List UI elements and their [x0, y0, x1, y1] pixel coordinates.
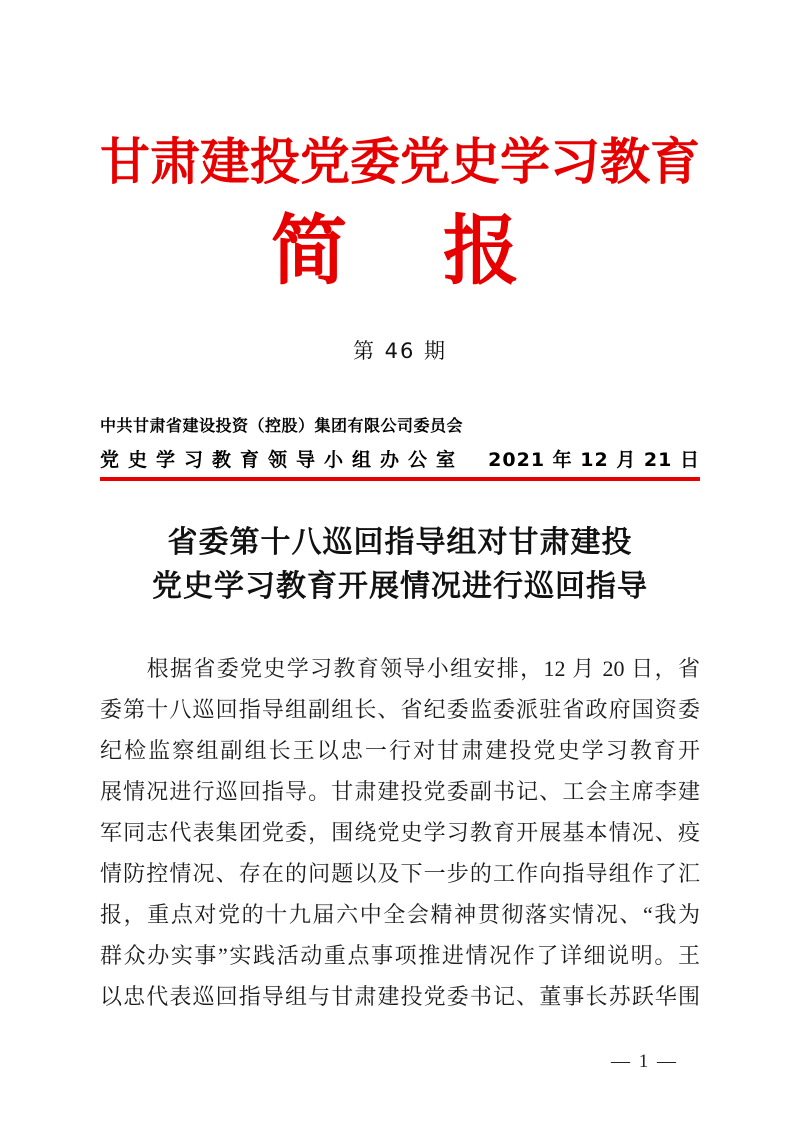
article-title-line-2: 党史学习教育开展情况进行巡回指导	[152, 569, 648, 604]
issuer-block	[100, 414, 700, 472]
issue-date: 2021 年 12 月 21 日	[488, 449, 700, 471]
red-divider-rule	[100, 477, 700, 481]
article-body-line: 军同志代表集团党委，围绕党史学习教育开展基本情况、疫	[100, 820, 700, 845]
article-body-line: 展情况进行巡回指导。甘肃建投党委副书记、工会主席李建	[100, 779, 700, 804]
article-title-line-1: 省委第十八巡回指导组对甘肃建投	[167, 525, 633, 560]
article-body-line: 报，重点对党的十九届六中全会精神贯彻落实情况、“我为	[100, 902, 700, 927]
issuer-row	[100, 445, 700, 472]
article-body-line: 根据省委党史学习教育领导小组安排，12 月 20 日，省	[100, 656, 700, 681]
masthead-subtitle: 简 报	[271, 206, 529, 295]
article-title	[0, 521, 800, 609]
article-body-line: 委第十八巡回指导组副组长、省纪委监委派驻省政府国资委	[100, 697, 700, 722]
page-number: — 1 —	[611, 1051, 678, 1072]
article-body-line: 群众办实事”实践活动重点事项推进情况作了详细说明。王	[100, 943, 700, 968]
issue-number: 第 46 期	[352, 339, 448, 363]
issuer-org-line2: 党史学习教育领导小组办公室	[100, 449, 465, 471]
article-body	[100, 648, 700, 1017]
article-body-line: 纪检监察组副组长王以忠一行对甘肃建投党史学习教育开	[100, 738, 700, 763]
issuer-org-line1: 中共甘肃省建设投资（控股）集团有限公司委员会	[100, 416, 464, 435]
article-body-line: 以忠代表巡回指导组与甘肃建投党委书记、董事长苏跃华围	[100, 984, 700, 1009]
masthead-title: 甘肃建投党委党史学习教育	[100, 133, 700, 191]
article-body-line: 情防控情况、存在的问题以及下一步的工作向指导组作了汇	[100, 861, 700, 886]
